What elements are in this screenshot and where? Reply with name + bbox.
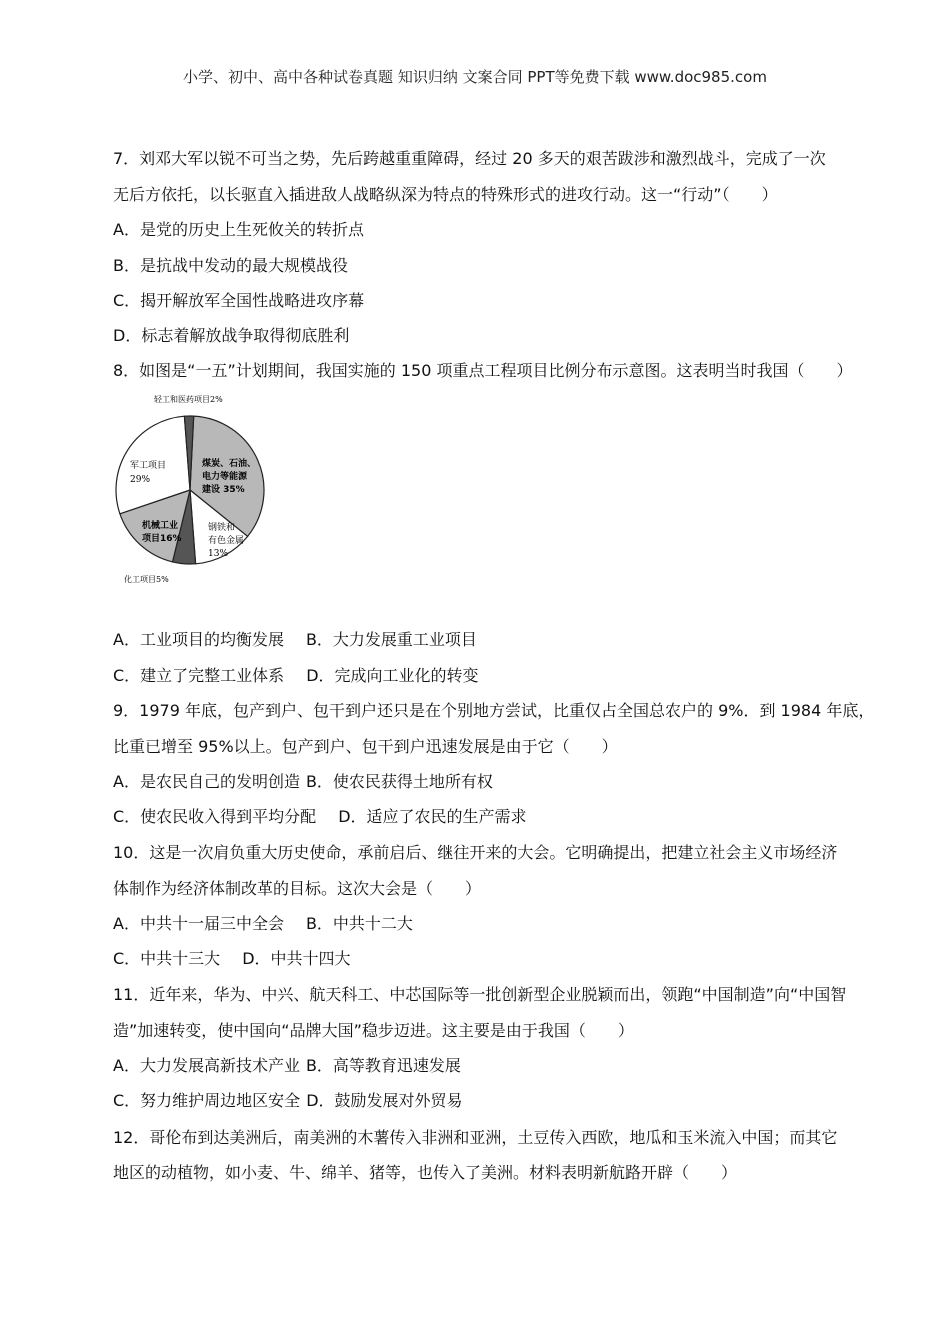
label-machine-2: 项目16%: [142, 534, 182, 544]
q8-option-c: C．建立了完整工业体系: [113, 666, 285, 685]
q11-options-row1: [113, 1053, 461, 1076]
q10-option-a: A．中共十一届三中全会: [113, 914, 284, 933]
q7-option-b: B．是抗战中发动的最大规模战役: [113, 256, 348, 275]
q12-stem-line2: 地区的动植物，如小麦、牛、绵羊、猪等，也传入了美洲。材料表明新航路开辟（ ）: [113, 1163, 738, 1182]
q9-option-b: B．使农民获得土地所有权: [305, 772, 493, 791]
q8-options-row2: [113, 663, 479, 686]
q8-option-d: D．完成向工业化的转变: [306, 666, 479, 685]
q9-option-c: C．使农民收入得到平均分配: [113, 807, 317, 826]
label-light-industry: 轻工和医药项目2%: [154, 395, 223, 404]
q10-stem-line2: 体制作为经济体制改革的目标。这次大会是（ ）: [113, 879, 482, 898]
q9-stem-line2: 比重已增至 95%以上。包产到户、包干到户迅速发展是由于它（ ）: [113, 737, 618, 756]
q9-stem-line1: 9．1979 年底，包产到户、包干到户还只是在个别地方尝试，比重仅占全国总农户的 9%．到 1984 年底，: [113, 701, 875, 720]
q9-option-a: A．是农民自己的发明创造: [113, 772, 300, 791]
q9-options-row1: [113, 769, 493, 792]
q7-option-c: C．揭开解放军全国性战略进攻序幕: [113, 291, 365, 310]
q11-option-b: B．高等教育迅速发展: [305, 1056, 461, 1075]
label-chemical: 化工项目5%: [124, 575, 169, 584]
q8-stem: 8．如图是“一五”计划期间，我国实施的 150 项重点工程项目比例分布示意图。这表明当时我国（ ）: [113, 361, 853, 380]
q12-stem-line1: 12．哥伦布到达美洲后，南美洲的木薯传入非洲和亚洲，土豆传入西欧，地瓜和玉米流入中国；而其它: [113, 1128, 838, 1147]
q8-option-a: A．工业项目的均衡发展: [113, 630, 284, 649]
label-energy-1: 煤炭、石油、: [202, 459, 257, 469]
page-header: 小学、初中、高中各种试卷真题 知识归纳 文案合同 PPT等免费下载 www.doc985.com: [183, 68, 767, 86]
label-energy-3: 建设 35%: [202, 485, 245, 495]
label-steel-2: 有色金属: [208, 536, 245, 546]
q7-stem-line1: 7．刘邓大军以锐不可当之势，先后跨越重重障碍，经过 20 多天的艰苦跋涉和激烈战斗，完成了一次: [113, 149, 826, 168]
q10-options-row2: [113, 946, 351, 969]
q7-option-d: D．标志着解放战争取得彻底胜利: [113, 326, 350, 345]
q9-options-row2: [113, 804, 527, 827]
q7-stem-line2: 无后方依托，以长驱直入插进敌人战略纵深为特点的特殊形式的进攻行动。这一“行动”（ ）: [113, 185, 778, 204]
q10-option-d: D．中共十四大: [242, 949, 351, 968]
q10-option-c: C．中共十三大: [113, 949, 221, 968]
q9-option-d: D．适应了农民的生产需求: [338, 807, 527, 826]
label-steel-3: 13%: [208, 549, 229, 559]
label-energy-2: 电力等能源: [202, 472, 248, 482]
pie-chart-svg: [112, 390, 292, 590]
pie-chart: [112, 390, 292, 590]
q11-stem-line2: 造”加速转变，使中国向“品牌大国”稳步迈进。这主要是由于我国（ ）: [113, 1021, 634, 1040]
q7-option-a: A．是党的历史上生死攸关的转折点: [113, 220, 364, 239]
label-steel-1: 钢铁和: [208, 523, 236, 533]
q11-stem-line1: 11．近年来，华为、中兴、航天科工、中芯国际等一批创新型企业脱颖而出，领跑“中国制造”向“中国智: [113, 985, 847, 1004]
q8-option-b: B．大力发展重工业项目: [305, 630, 477, 649]
label-machine-1: 机械工业: [142, 521, 179, 531]
q10-stem-line1: 10．这是一次肩负重大历史使命，承前启后、继往开来的大会。它明确提出，把建立社会主义市场经济: [113, 843, 838, 862]
q10-option-b: B．中共十二大: [305, 914, 413, 933]
q10-options-row1: [113, 911, 413, 934]
q11-option-d: D．鼓励发展对外贸易: [306, 1091, 463, 1110]
q11-option-c: C．努力维护周边地区安全: [113, 1091, 301, 1110]
q8-options-row1: [113, 627, 477, 650]
label-military-2: 29%: [130, 475, 151, 485]
q11-option-a: A．大力发展高新技术产业: [113, 1056, 300, 1075]
label-military-1: 军工项目: [130, 461, 167, 471]
q11-options-row2: [113, 1088, 463, 1111]
